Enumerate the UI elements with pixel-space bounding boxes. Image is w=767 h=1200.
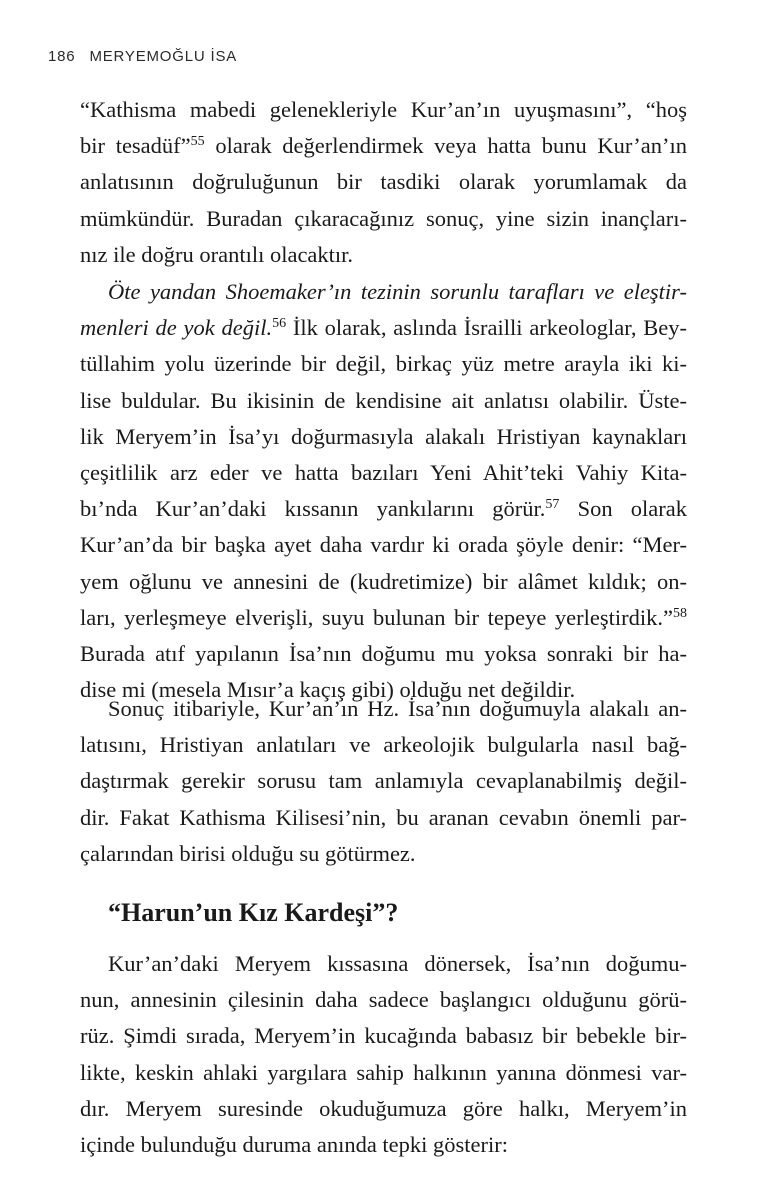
text-line — [80, 600, 687, 636]
text-line: çeşitlilik arz eder ve hatta bazıları Yeni Ahit’teki Vahiy Kita- — [80, 460, 687, 486]
text-line — [80, 310, 687, 346]
text-line — [80, 274, 687, 310]
footnote-ref-56[interactable]: 56 — [272, 316, 287, 332]
text-line — [80, 491, 687, 527]
text-fragment: olarak değerlendirmek veya hatta bunu Kur’an’ın — [204, 133, 687, 159]
text-line: latısını, Hristiyan anlatıları ve arkeolojik bulgularla nasıl bağ- — [80, 732, 687, 758]
text-line: “Kathisma mabedi gelenekleriyle Kur’an’ın uyuşmasını”, “hoş — [80, 97, 687, 122]
text-line: likte, keskin ahlaki yargılara sahip halkının yanına dönmesi var- — [80, 1059, 687, 1085]
page-number: 186 — [48, 48, 76, 65]
text-line: rüz. Şimdi sırada, Meryem’in kucağında babasız bir bebekle bir- — [80, 1023, 687, 1049]
text-line: Sonuç itibariyle, Kur’an’ın Hz. İsa’nın doğumuyla alakalı an- — [108, 696, 687, 721]
text-line: yem oğlunu ve annesini de (kudretimize) bir alâmet kıldık; on- — [80, 568, 687, 594]
paragraph-3 — [80, 691, 687, 872]
italic-lead: Öte yandan Shoemaker’ın tezinin sorunlu tarafları ve eleştir- — [108, 279, 687, 304]
text-fragment: ları, yerleşmeye elverişli, suyu bulunan bir tepeye yerleştirdik.” — [80, 604, 673, 630]
text-fragment: bı’nda Kur’an’daki kıssanın yankılarını görür. — [80, 496, 546, 522]
text-fragment: bir tesadüf” — [80, 133, 191, 159]
text-line: dir. Fakat Kathisma Kilisesi’nin, bu aranan cevabın önemli par- — [80, 804, 687, 830]
text-line: lik Meryem’in İsa’yı doğurmasıyla alakalı Hristiyan kaynakları — [80, 423, 687, 449]
text-line: içinde bulunduğu duruma anında tepki gösterir: — [80, 1132, 509, 1158]
text-line: daştırmak gerekir sorusu tam anlamıyla cevaplanabilmiş değil- — [80, 768, 687, 794]
text-line: mümkündür. Buradan çıkaracağınız sonuç, yine sizin inançları- — [80, 205, 687, 231]
text-line: Burada atıf yapılanın İsa’nın doğumu mu yoksa sonraki bir ha- — [80, 641, 687, 667]
text-fragment: İlk olarak, aslında İsrailli arkeologlar, Bey- — [286, 315, 687, 341]
text-line: lise buldular. Bu ikisinin de kendisine ait anlatısı olabilir. Üste- — [80, 387, 687, 413]
text-line: dır. Meryem suresinde okuduğumuza göre halkı, Meryem’in — [80, 1095, 687, 1121]
text-fragment: Son olarak — [559, 496, 688, 522]
running-title: MERYEMOĞLU İSA — [89, 48, 238, 65]
paragraph-4 — [80, 946, 687, 1163]
text-line: tüllahim yolu üzerinde bir değil, birkaç yüz metre arayla iki ki- — [80, 351, 687, 377]
footnote-ref-58[interactable]: 58 — [673, 605, 687, 621]
italic-lead: menleri de yok değil. — [80, 315, 273, 341]
section-heading: “Harun’un Kız Kardeşi”? — [108, 898, 399, 927]
footnote-ref-57[interactable]: 57 — [545, 497, 560, 513]
text-line: Kur’an’daki Meryem kıssasına dönersek, İsa’nın doğumu- — [108, 951, 687, 976]
text-line: dise mi (mesela Mısır’a kaçış gibi) olduğu net değildir. — [80, 677, 576, 703]
paragraph-2 — [80, 274, 687, 708]
text-line: çalarından birisi olduğu su götürmez. — [80, 840, 416, 866]
text-line: Kur’an’da bir başka ayet daha vardır ki orada şöyle denir: “Mer- — [80, 532, 687, 558]
text-line: nun, annesinin çilesinin daha sadece başlangıcı olduğunu görü- — [80, 987, 687, 1013]
footnote-ref-55[interactable]: 55 — [190, 134, 205, 150]
paragraph-1 — [80, 92, 687, 273]
text-line: anlatısının doğruluğunun bir tasdiki olarak yorumlamak da — [80, 169, 687, 195]
text-line: nız ile doğru orantılı olacaktır. — [80, 241, 354, 267]
running-header — [48, 48, 237, 65]
text-line — [80, 128, 687, 164]
